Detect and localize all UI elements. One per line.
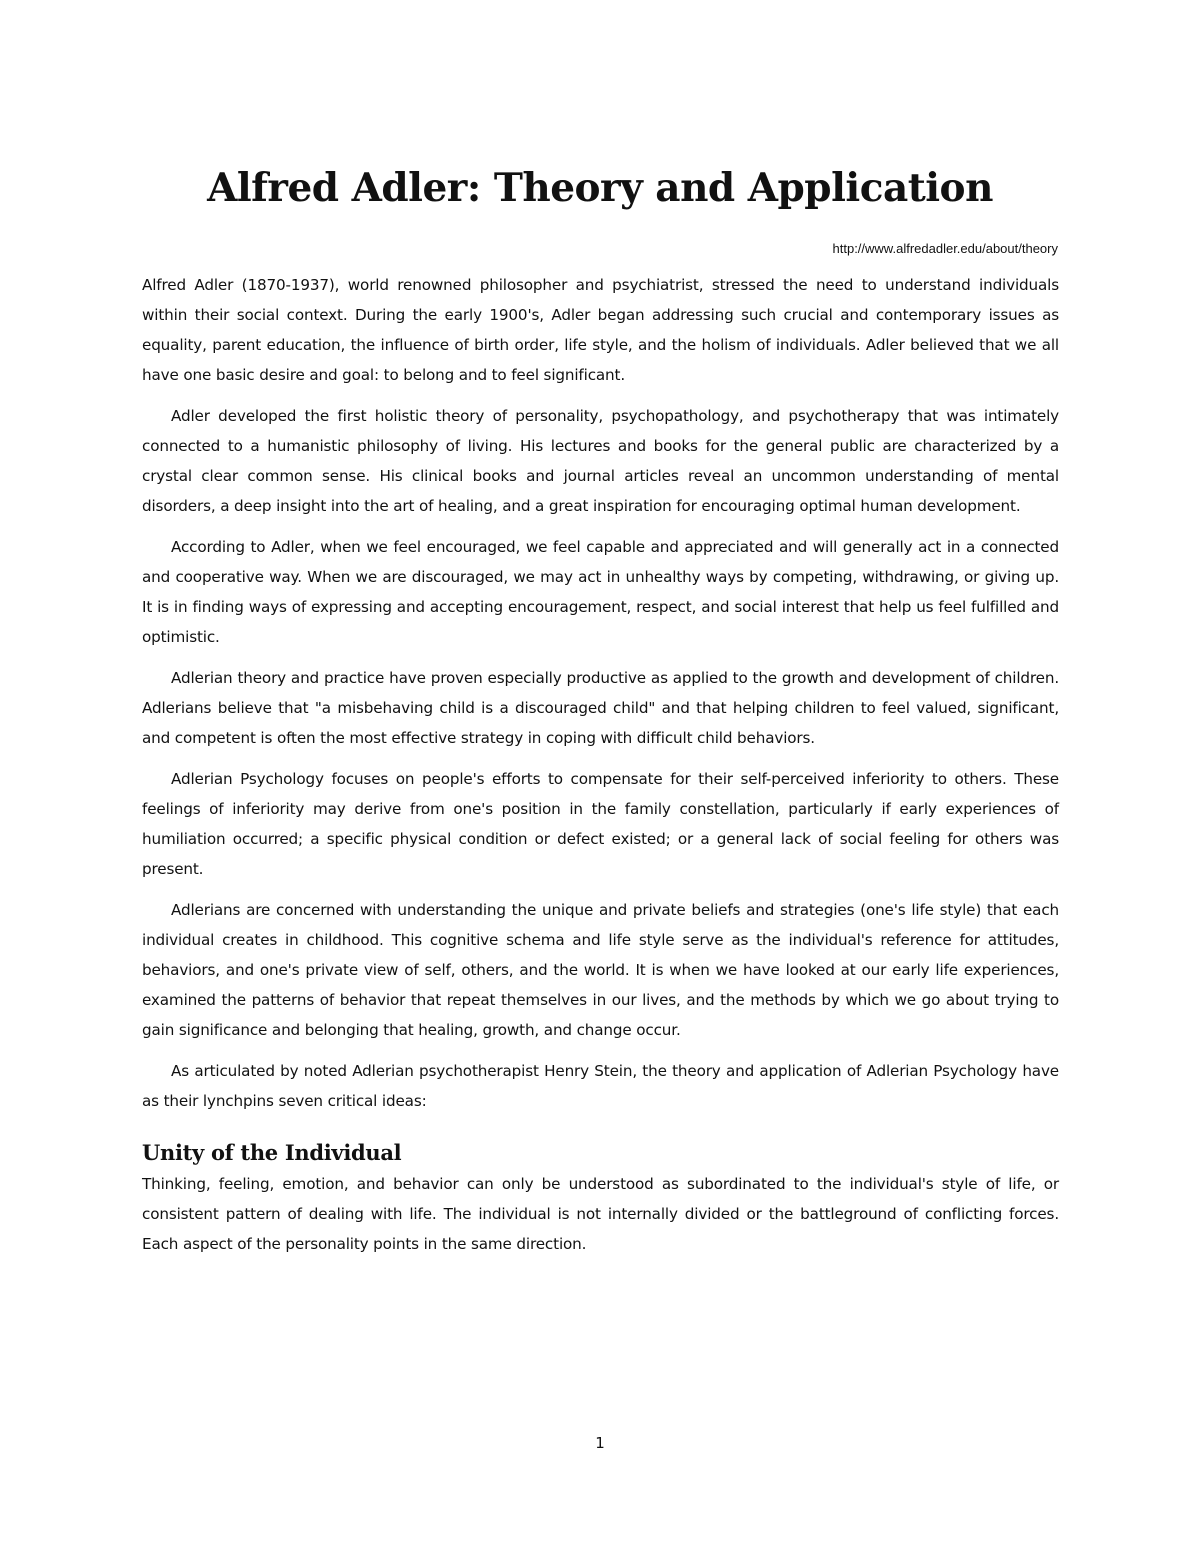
page-number: 1 bbox=[595, 1434, 605, 1452]
paragraph-intro: Alfred Adler (1870-1937), world renowned philosopher and psychiatrist, stressed the need to understand individuals within their social context. During the early 1900's, Adler began addressing such crucial and contemporary issues as equality, parent education, the influence of birth order, life style, and the holism of individuals. Adler believed that we all have one basic desire and goal: to belong and to feel significant. bbox=[142, 276, 1059, 384]
section-heading: Unity of the Individual bbox=[142, 1140, 402, 1165]
document-title: Alfred Adler: Theory and Application bbox=[207, 165, 993, 211]
paragraph-life-style: Adlerians are concerned with understanding the unique and private beliefs and strategies (one's life style) that each individual creates in childhood. This cognitive schema and life style serve as the individual's reference for attitudes, behaviors, and one's private view of self, others, and the world. It is when we have looked at our early life experiences, examined the patterns of behavior that repeat themselves in our lives, and the methods by which we go about trying to gain significance and belonging that healing, growth, and change occur. bbox=[142, 901, 1059, 1039]
paragraph-encouragement: According to Adler, when we feel encouraged, we feel capable and appreciated and will generally act in a connected and cooperative way. When we are discouraged, we may act in unhealthy ways by competing, withdrawing, or giving up. It is in finding ways of expressing and accepting encouragement, respect, and social interest that help us feel fulfilled and optimistic. bbox=[142, 538, 1059, 646]
paragraph-holistic-theory: Adler developed the first holistic theory of personality, psychopathology, and psychotherapy that was intimately connected to a humanistic philosophy of living. His lectures and books for the general public are characterized by a crystal clear common sense. His clinical books and journal articles reveal an uncommon understanding of mental disorders, a deep insight into the art of healing, and a great inspiration for encouraging optimal human development. bbox=[142, 407, 1059, 515]
source-url: http://www.alfredadler.edu/about/theory bbox=[832, 241, 1058, 256]
paragraph-inferiority: Adlerian Psychology focuses on people's efforts to compensate for their self-perceived inferiority to others. These feelings of inferiority may derive from one's position in the family constellation, particularly if early experiences of humiliation occurred; a specific physical condition or defect existed; or a general lack of social feeling for others was present. bbox=[142, 770, 1059, 878]
paragraph-children: Adlerian theory and practice have proven especially productive as applied to the growth and development of children. Adlerians believe that "a misbehaving child is a discouraged child" and that helping children to feel valued, significant, and competent is often the most effective strategy in coping with difficult child behaviors. bbox=[142, 669, 1059, 747]
section-body: Thinking, feeling, emotion, and behavior can only be understood as subordinated to the individual's style of life, or consistent pattern of dealing with life. The individual is not internally divided or the battleground of conflicting forces. Each aspect of the personality points in the same direction. bbox=[142, 1175, 1059, 1253]
paragraph-critical-ideas: As articulated by noted Adlerian psychotherapist Henry Stein, the theory and application of Adlerian Psychology have as their lynchpins seven critical ideas: bbox=[142, 1062, 1059, 1110]
document-body bbox=[142, 270, 1059, 1270]
